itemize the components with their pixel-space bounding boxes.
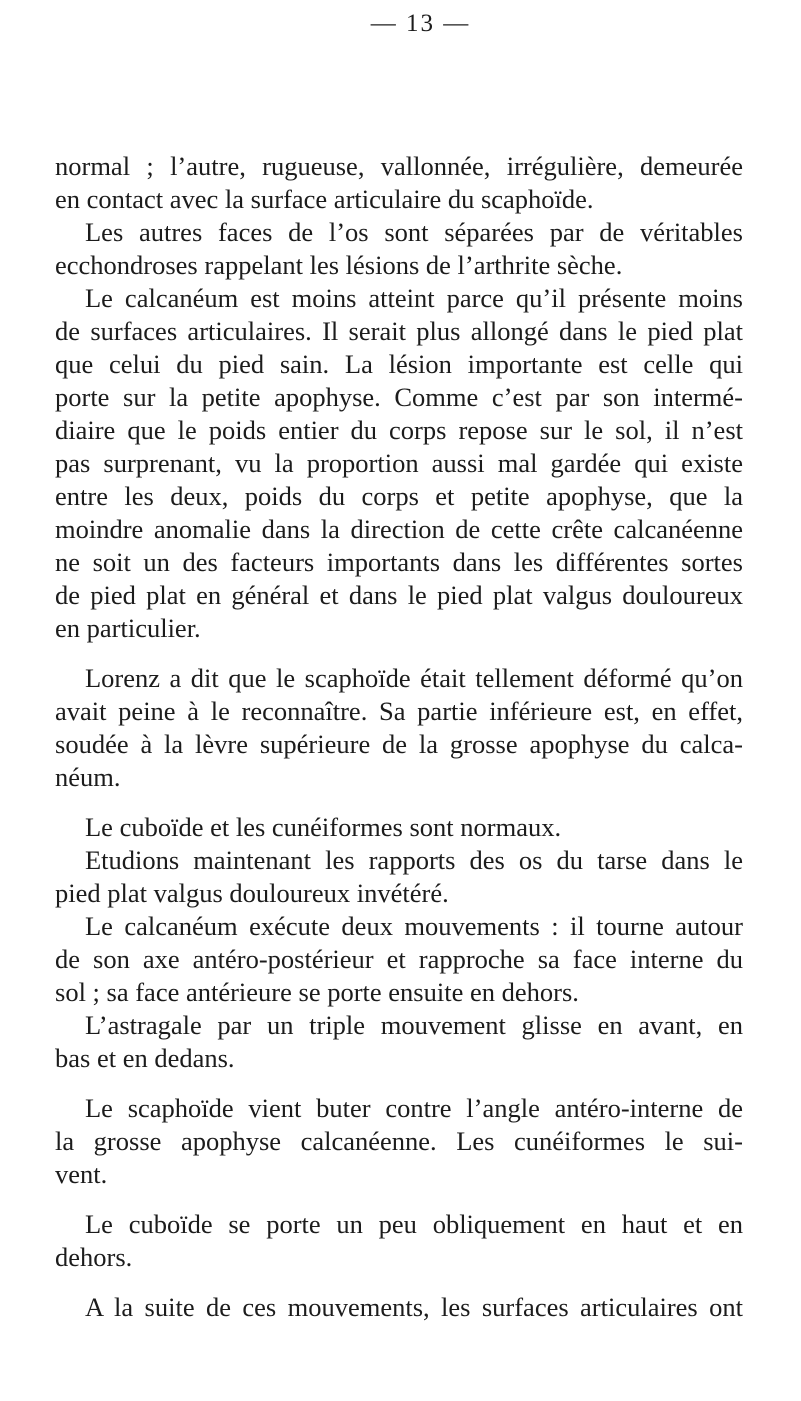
text-line: que celui du pied sain. La lésion importante est celle qui (55, 349, 743, 379)
text-line: sol ; sa face antérieure se porte ensuite en dehors. (55, 977, 579, 1007)
text-line: normal ; l’autre, rugueuse, vallonnée, irrégulière, demeurée (55, 151, 743, 181)
paragraph-gap (55, 645, 743, 662)
text-line: de pied plat en général et dans le pied plat valgus douloureux (55, 580, 743, 610)
paragraph-gap (55, 1274, 743, 1291)
text-line: entre les deux, poids du corps et petite apophyse, que la (55, 481, 743, 511)
text-line: porte sur la petite apophyse. Comme c’est par son intermé- (55, 382, 743, 412)
body-text (55, 150, 743, 1324)
text-line: pas surprenant, vu la proportion aussi mal gardée qui existe (55, 448, 743, 478)
text-line: L’astragale par un triple mouvement glisse en avant, en (85, 1010, 743, 1040)
text-line: la grosse apophyse calcanéenne. Les cunéiformes le sui- (55, 1126, 743, 1156)
text-line: pied plat valgus douloureux invétéré. (55, 878, 449, 908)
text-line: Le scaphoïde vient buter contre l’angle antéro-interne de (85, 1093, 743, 1123)
text-line: vent. (55, 1159, 108, 1189)
text-line: en particulier. (55, 613, 201, 643)
text-line: en contact avec la surface articulaire du scaphoïde. (55, 184, 594, 214)
text-line: Etudions maintenant les rapports des os du tarse dans le (85, 845, 743, 875)
text-line: avait peine à le reconnaître. Sa partie inférieure est, en effet, (55, 696, 743, 726)
text-line: Le cuboïde et les cunéiformes sont normaux. (85, 812, 562, 842)
paragraph-gap (55, 1191, 743, 1208)
text-line: Lorenz a dit que le scaphoïde était tellement déformé qu’on (85, 663, 743, 693)
text-line: de son axe antéro-postérieur et rapproche sa face interne du (55, 944, 743, 974)
text-line: A la suite de ces mouvements, les surfaces articulaires ont (85, 1292, 743, 1322)
text-line: moindre anomalie dans la direction de cette crête calcanéenne (55, 514, 743, 544)
paragraph-gap (55, 1075, 743, 1092)
text-line: Le calcanéum exécute deux mouvements : il tourne autour (85, 911, 743, 941)
text-line: Les autres faces de l’os sont séparées par de véritables (85, 217, 743, 247)
text-line: diaire que le poids entier du corps repose sur le sol, il n’est (55, 415, 743, 445)
text-line: soudée à la lèvre supérieure de la grosse apophyse du calca- (55, 729, 743, 759)
text-line: Le cuboïde se porte un peu obliquement en haut et en (85, 1209, 743, 1239)
text-line: néum. (55, 762, 121, 792)
page-number: — 13 — (370, 10, 471, 37)
text-line: ne soit un des facteurs importants dans les différentes sortes (55, 547, 743, 577)
text-line: ecchondroses rappelant les lésions de l’arthrite sèche. (55, 250, 623, 280)
text-line: bas et en dedans. (55, 1043, 235, 1073)
text-line: Le calcanéum est moins atteint parce qu’il présente moins (85, 283, 743, 313)
paragraph-gap (55, 794, 743, 811)
text-line: de surfaces articulaires. Il serait plus allongé dans le pied plat (55, 316, 743, 346)
text-line: dehors. (55, 1242, 133, 1272)
